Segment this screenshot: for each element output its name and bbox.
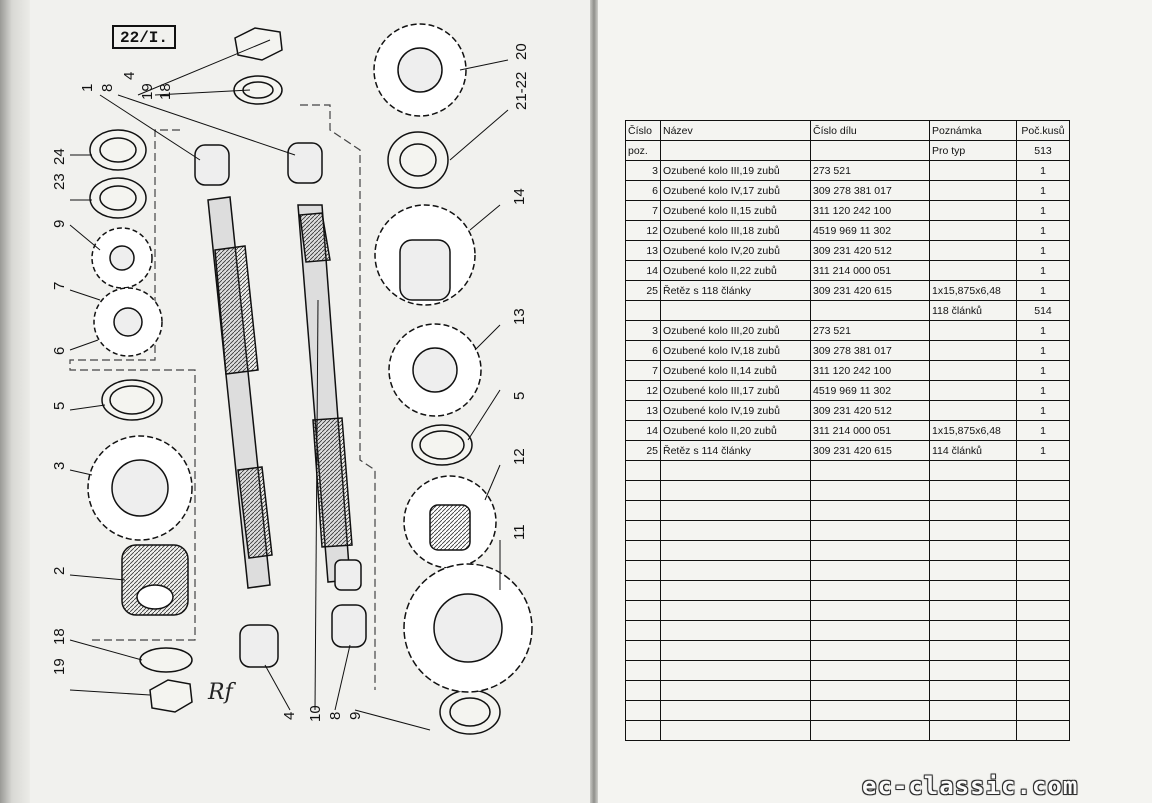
- row-position: 13: [626, 241, 661, 261]
- row-position: 6: [626, 341, 661, 361]
- row-part-number: 273 521: [811, 321, 930, 341]
- empty-cell: [661, 561, 811, 581]
- callout-4: 4: [121, 71, 138, 80]
- empty-cell: [811, 461, 930, 481]
- table-row: [626, 441, 1070, 461]
- draftsman-signature: Rf: [208, 680, 233, 705]
- empty-table-row: [626, 581, 1070, 601]
- callout-8: 8: [99, 83, 116, 92]
- callout-18b: 18: [51, 628, 68, 645]
- empty-cell: [1017, 521, 1070, 541]
- empty-cell: [661, 521, 811, 541]
- exploded-gearbox-drawing: [30, 0, 570, 803]
- watermark: ec-classic.com: [862, 772, 1079, 800]
- empty-cell: [811, 501, 930, 521]
- row-name: Řetěz s 114 články: [661, 441, 811, 461]
- callout-8b: 8: [327, 711, 344, 720]
- empty-table-row: [626, 641, 1070, 661]
- table-row: [626, 161, 1070, 181]
- plate-number: 22/I.: [112, 25, 176, 49]
- table-row: [626, 421, 1070, 441]
- empty-cell: [930, 481, 1017, 501]
- callout-6: 6: [51, 346, 68, 355]
- row-position: [626, 301, 661, 321]
- empty-cell: [661, 661, 811, 681]
- callout-2: 2: [51, 566, 68, 575]
- page-edge-shadow: [0, 0, 30, 803]
- parts-table: [625, 120, 1070, 741]
- row-part-number: 309 231 420 615: [811, 441, 930, 461]
- row-quantity: 1: [1017, 441, 1070, 461]
- callout-11: 11: [511, 524, 528, 540]
- row-part-number: 309 231 420 512: [811, 241, 930, 261]
- row-quantity: 1: [1017, 421, 1070, 441]
- row-quantity: 1: [1017, 241, 1070, 261]
- row-quantity: 1: [1017, 401, 1070, 421]
- callout-20: 20: [513, 43, 530, 60]
- row-position: 6: [626, 181, 661, 201]
- empty-cell: [1017, 661, 1070, 681]
- empty-cell: [930, 641, 1017, 661]
- row-note: [930, 361, 1017, 381]
- empty-cell: [626, 721, 661, 741]
- row-note: [930, 241, 1017, 261]
- row-note: [930, 401, 1017, 421]
- table-row: [626, 221, 1070, 241]
- empty-cell: [811, 621, 930, 641]
- callout-23: 23: [51, 173, 68, 190]
- row-quantity: 1: [1017, 381, 1070, 401]
- row-part-number: 311 120 242 100: [811, 201, 930, 221]
- table-row: [626, 261, 1070, 281]
- empty-cell: [1017, 701, 1070, 721]
- row-position: 13: [626, 401, 661, 421]
- row-position: 25: [626, 281, 661, 301]
- row-part-number: 4519 969 11 302: [811, 381, 930, 401]
- empty-cell: [930, 661, 1017, 681]
- callout-19b: 19: [51, 658, 68, 675]
- row-quantity: 1: [1017, 321, 1070, 341]
- row-note: [930, 221, 1017, 241]
- header-empty: [811, 141, 930, 161]
- row-quantity: 1: [1017, 341, 1070, 361]
- empty-cell: [661, 641, 811, 661]
- callout-14: 14: [511, 188, 528, 205]
- row-position: 7: [626, 201, 661, 221]
- row-part-number: 309 231 420 615: [811, 281, 930, 301]
- empty-cell: [1017, 601, 1070, 621]
- empty-cell: [811, 601, 930, 621]
- empty-cell: [930, 621, 1017, 641]
- table-row: [626, 201, 1070, 221]
- empty-cell: [626, 641, 661, 661]
- empty-table-row: [626, 661, 1070, 681]
- empty-table-row: [626, 501, 1070, 521]
- empty-cell: [930, 461, 1017, 481]
- header-position-2: poz.: [626, 141, 661, 161]
- row-note: [930, 381, 1017, 401]
- table-header-row-1: [626, 121, 1070, 141]
- empty-cell: [930, 581, 1017, 601]
- row-name: Ozubené kolo IV,19 zubů: [661, 401, 811, 421]
- empty-cell: [811, 641, 930, 661]
- row-quantity: 1: [1017, 181, 1070, 201]
- empty-cell: [1017, 581, 1070, 601]
- empty-cell: [811, 681, 930, 701]
- empty-cell: [811, 661, 930, 681]
- empty-table-row: [626, 561, 1070, 581]
- empty-cell: [626, 681, 661, 701]
- empty-cell: [626, 701, 661, 721]
- empty-cell: [661, 621, 811, 641]
- row-note: [930, 341, 1017, 361]
- empty-cell: [626, 521, 661, 541]
- table-row: [626, 321, 1070, 341]
- row-name: Ozubené kolo IV,20 zubů: [661, 241, 811, 261]
- empty-cell: [661, 581, 811, 601]
- type-a-value: 513: [1017, 141, 1070, 161]
- row-note: [930, 261, 1017, 281]
- callout-10: 10: [307, 705, 324, 722]
- empty-cell: [626, 621, 661, 641]
- callout-21-22: 21-22: [513, 71, 530, 110]
- callout-13: 13: [511, 308, 528, 325]
- empty-cell: [626, 581, 661, 601]
- empty-cell: [626, 601, 661, 621]
- row-note: 1x15,875x6,48: [930, 281, 1017, 301]
- callout-24: 24: [51, 148, 68, 165]
- input-shaft: [208, 197, 272, 588]
- empty-cell: [811, 481, 930, 501]
- empty-cell: [1017, 681, 1070, 701]
- row-name: Ozubené kolo II,14 zubů: [661, 361, 811, 381]
- row-position: 7: [626, 361, 661, 381]
- empty-cell: [811, 561, 930, 581]
- row-quantity: 1: [1017, 261, 1070, 281]
- row-name: Ozubené kolo III,19 zubů: [661, 161, 811, 181]
- empty-cell: [626, 661, 661, 681]
- row-name: Ozubené kolo III,17 zubů: [661, 381, 811, 401]
- empty-table-row: [626, 521, 1070, 541]
- empty-cell: [661, 721, 811, 741]
- header-empty: [661, 141, 811, 161]
- empty-cell: [1017, 561, 1070, 581]
- empty-cell: [930, 521, 1017, 541]
- empty-table-row: [626, 621, 1070, 641]
- output-shaft: [298, 205, 352, 582]
- empty-cell: [626, 481, 661, 501]
- empty-cell: [661, 541, 811, 561]
- empty-cell: [811, 721, 930, 741]
- row-part-number: 4519 969 11 302: [811, 221, 930, 241]
- empty-cell: [661, 601, 811, 621]
- row-quantity: 1: [1017, 361, 1070, 381]
- empty-cell: [1017, 461, 1070, 481]
- row-name: Ozubené kolo IV,18 zubů: [661, 341, 811, 361]
- row-quantity: 1: [1017, 161, 1070, 181]
- empty-table-row: [626, 681, 1070, 701]
- callout-9: 9: [51, 219, 68, 228]
- row-part-number: 309 231 420 512: [811, 401, 930, 421]
- empty-cell: [1017, 481, 1070, 501]
- empty-cell: [626, 561, 661, 581]
- type-b-row: [626, 301, 1070, 321]
- type-b-note: 118 článků: [930, 301, 1017, 321]
- row-name: Řetěz s 118 články: [661, 281, 811, 301]
- header-part-number: Číslo dílu: [811, 121, 930, 141]
- row-position: 14: [626, 421, 661, 441]
- header-name: Název: [661, 121, 811, 141]
- type-label: Pro typ: [930, 141, 1017, 161]
- empty-cell: [811, 521, 930, 541]
- row-part-number: 309 278 381 017: [811, 181, 930, 201]
- callout-5: 5: [51, 401, 68, 410]
- empty-cell: [930, 501, 1017, 521]
- empty-cell: [661, 481, 811, 501]
- table-row: [626, 181, 1070, 201]
- header-quantity: Poč.kusů: [1017, 121, 1070, 141]
- table-row: [626, 341, 1070, 361]
- row-part-number: 273 521: [811, 161, 930, 181]
- empty-cell: [811, 701, 930, 721]
- type-b-value: 514: [1017, 301, 1070, 321]
- row-name: Ozubené kolo II,20 zubů: [661, 421, 811, 441]
- empty-table-row: [626, 701, 1070, 721]
- row-note: [930, 201, 1017, 221]
- table-row: [626, 401, 1070, 421]
- table-row: [626, 381, 1070, 401]
- row-part-number: 311 120 242 100: [811, 361, 930, 381]
- empty-table-row: [626, 461, 1070, 481]
- row-part-number: [811, 301, 930, 321]
- empty-cell: [1017, 621, 1070, 641]
- row-note: 1x15,875x6,48: [930, 421, 1017, 441]
- row-name: Ozubené kolo IV,17 zubů: [661, 181, 811, 201]
- empty-cell: [1017, 641, 1070, 661]
- row-position: 12: [626, 221, 661, 241]
- empty-cell: [930, 561, 1017, 581]
- row-note: [930, 321, 1017, 341]
- empty-cell: [626, 541, 661, 561]
- empty-cell: [661, 461, 811, 481]
- table-row: [626, 361, 1070, 381]
- empty-cell: [661, 681, 811, 701]
- callout-3: 3: [51, 461, 68, 470]
- header-position: Číslo: [626, 121, 661, 141]
- row-name: Ozubené kolo II,15 zubů: [661, 201, 811, 221]
- empty-cell: [661, 501, 811, 521]
- callout-5b: 5: [511, 391, 528, 400]
- row-position: 3: [626, 321, 661, 341]
- empty-cell: [1017, 501, 1070, 521]
- callout-19: 19: [139, 83, 156, 100]
- callout-1: 1: [79, 83, 96, 92]
- callout-12: 12: [511, 448, 528, 465]
- table-row: [626, 241, 1070, 261]
- empty-cell: [1017, 541, 1070, 561]
- table-row: [626, 281, 1070, 301]
- row-name: Ozubené kolo II,22 zubů: [661, 261, 811, 281]
- callout-9b: 9: [347, 711, 364, 720]
- empty-cell: [626, 461, 661, 481]
- row-position: 25: [626, 441, 661, 461]
- empty-cell: [811, 581, 930, 601]
- row-part-number: 311 214 000 051: [811, 261, 930, 281]
- empty-table-row: [626, 541, 1070, 561]
- row-quantity: 1: [1017, 281, 1070, 301]
- row-part-number: 309 278 381 017: [811, 341, 930, 361]
- callout-7: 7: [51, 281, 68, 290]
- callout-4b: 4: [281, 711, 298, 720]
- empty-cell: [1017, 721, 1070, 741]
- empty-cell: [930, 541, 1017, 561]
- row-position: 14: [626, 261, 661, 281]
- callout-18: 18: [157, 83, 174, 100]
- row-quantity: 1: [1017, 221, 1070, 241]
- row-note: [930, 181, 1017, 201]
- empty-cell: [811, 541, 930, 561]
- row-part-number: 311 214 000 051: [811, 421, 930, 441]
- row-name: [661, 301, 811, 321]
- row-name: Ozubené kolo III,18 zubů: [661, 221, 811, 241]
- book-gutter: [590, 0, 598, 803]
- row-position: 3: [626, 161, 661, 181]
- empty-cell: [661, 701, 811, 721]
- table-header-row-2: [626, 141, 1070, 161]
- empty-cell: [930, 681, 1017, 701]
- empty-table-row: [626, 481, 1070, 501]
- empty-cell: [626, 501, 661, 521]
- empty-table-row: [626, 721, 1070, 741]
- row-note: [930, 161, 1017, 181]
- empty-cell: [930, 601, 1017, 621]
- row-note: 114 článků: [930, 441, 1017, 461]
- header-note: Poznámka: [930, 121, 1017, 141]
- empty-cell: [930, 701, 1017, 721]
- row-name: Ozubené kolo III,20 zubů: [661, 321, 811, 341]
- empty-cell: [930, 721, 1017, 741]
- empty-table-row: [626, 601, 1070, 621]
- row-position: 12: [626, 381, 661, 401]
- row-quantity: 1: [1017, 201, 1070, 221]
